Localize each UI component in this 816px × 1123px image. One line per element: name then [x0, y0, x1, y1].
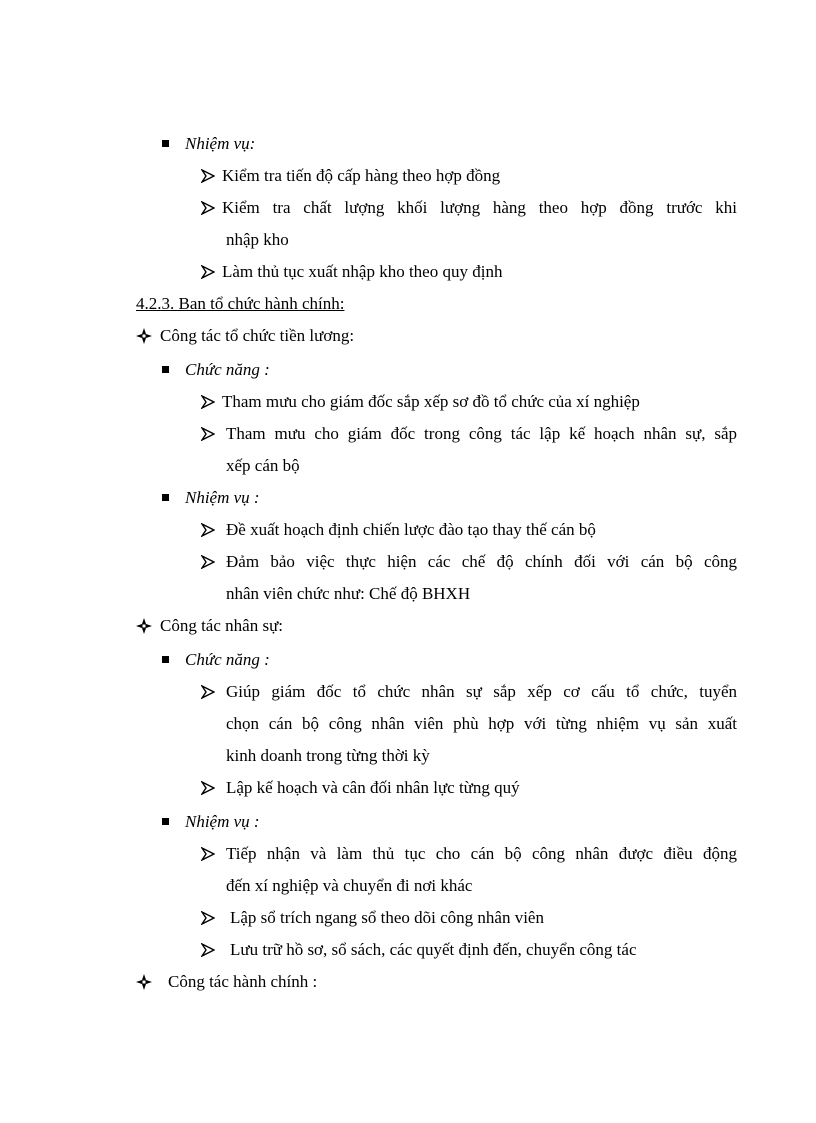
arrow-bullet-icon: [201, 847, 215, 861]
section-heading: 4.2.3. Ban tổ chức hành chính:: [136, 294, 345, 313]
diamond-bullet-icon: [136, 328, 152, 344]
text-line: Kiểm tra tiến độ cấp hàng theo hợp đồng: [222, 166, 501, 185]
subsection-heading: Công tác tổ chức tiền lương:: [160, 326, 355, 345]
text-line: Lập kế hoạch và cân đối nhân lực từng quý: [226, 778, 520, 797]
text-line: đến xí nghiệp và chuyển đi nơi khác: [226, 876, 473, 895]
arrow-bullet-icon: [201, 781, 215, 795]
text-line: chọn cán bộ công nhân viên phù hợp với từng nhiệm vụ sản xuất: [226, 714, 737, 733]
square-bullet-icon: [162, 140, 169, 147]
arrow-bullet-icon: [201, 523, 215, 537]
arrow-bullet-icon: [201, 685, 215, 699]
subsection-heading: Công tác hành chính :: [168, 972, 318, 991]
arrow-bullet-icon: [201, 943, 215, 957]
square-bullet-icon: [162, 366, 169, 373]
text-line: kinh doanh trong từng thời kỳ: [226, 746, 430, 765]
arrow-bullet-icon: [201, 911, 215, 925]
heading-nhiem-vu: Nhiệm vụ :: [185, 812, 260, 831]
text-line: Tiếp nhận và làm thủ tục cho cán bộ công nhân được điều động: [226, 844, 737, 863]
arrow-bullet-icon: [201, 169, 215, 183]
text-line: Tham mưu cho giám đốc sắp xếp sơ đồ tổ chức của xí nghiệp: [222, 392, 640, 411]
text-line: xếp cán bộ: [226, 456, 300, 475]
heading-nhiem-vu: Nhiệm vụ :: [185, 488, 260, 507]
text-line: Đề xuất hoạch định chiến lược đào tạo thay thế cán bộ: [226, 520, 596, 539]
arrow-bullet-icon: [201, 427, 215, 441]
arrow-bullet-icon: [201, 201, 215, 215]
text-line: nhân viên chức như: Chế độ BHXH: [226, 584, 471, 603]
arrow-bullet-icon: [201, 555, 215, 569]
diamond-bullet-icon: [136, 618, 152, 634]
subsection-heading: Công tác nhân sự:: [160, 616, 284, 635]
text-line: Lập sổ trích ngang sổ theo dõi công nhân viên: [230, 908, 544, 927]
text-line: nhập kho: [226, 230, 289, 249]
text-line: Giúp giám đốc tổ chức nhân sự sắp xếp cơ cấu tổ chức, tuyển: [226, 682, 737, 701]
text-line: Tham mưu cho giám đốc trong công tác lập kế hoạch nhân sự, sắp: [226, 424, 737, 443]
text-line: Lưu trữ hồ sơ, sổ sách, các quyết định đến, chuyển công tác: [230, 940, 637, 959]
heading-chuc-nang: Chức năng :: [185, 650, 270, 669]
heading-chuc-nang: Chức năng :: [185, 360, 270, 379]
diamond-bullet-icon: [136, 974, 152, 990]
arrow-bullet-icon: [201, 265, 215, 279]
text-line: Làm thủ tục xuất nhập kho theo quy định: [222, 262, 503, 281]
text-line: Đảm bảo việc thực hiện các chế độ chính đối với cán bộ công: [226, 552, 737, 571]
text-line: Kiểm tra chất lượng khối lượng hàng theo hợp đồng trước khi: [222, 198, 737, 217]
square-bullet-icon: [162, 656, 169, 663]
heading-nhiem-vu: Nhiệm vụ:: [185, 134, 256, 153]
square-bullet-icon: [162, 818, 169, 825]
square-bullet-icon: [162, 494, 169, 501]
arrow-bullet-icon: [201, 395, 215, 409]
